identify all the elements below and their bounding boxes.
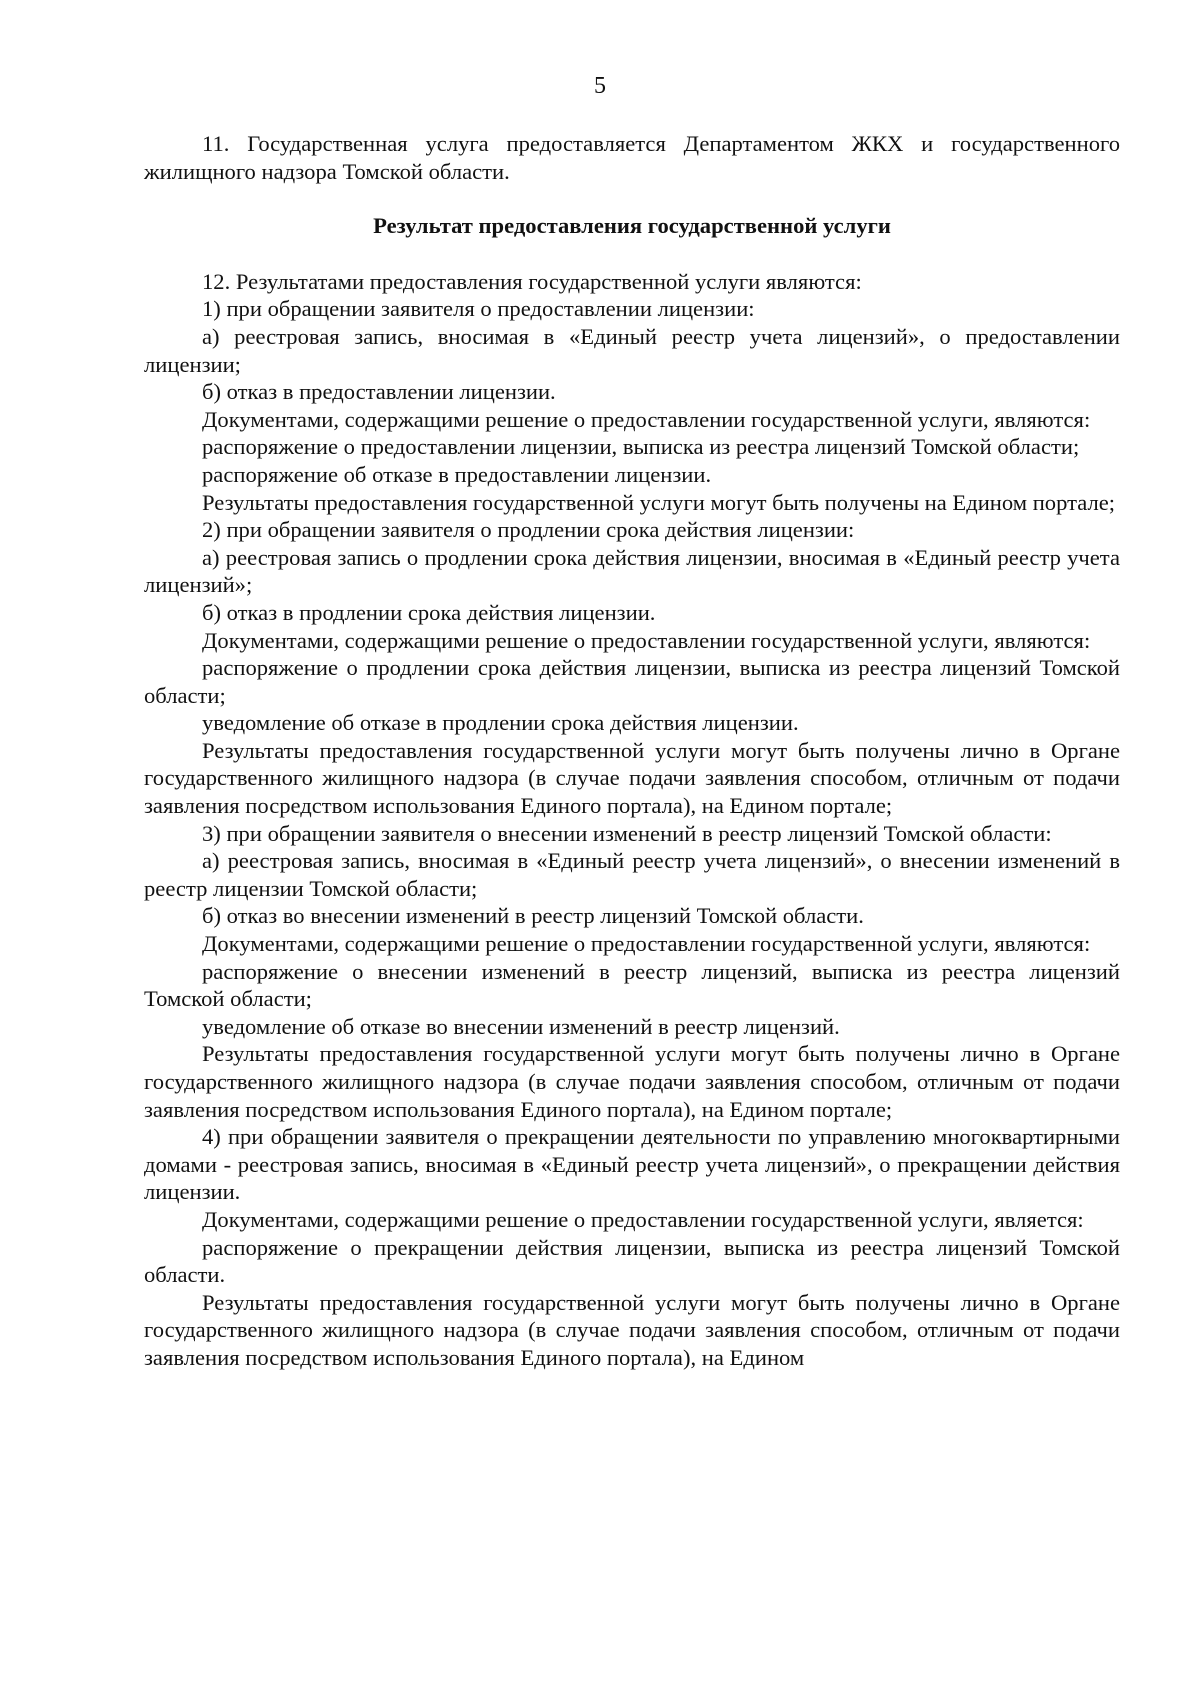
paragraph: распоряжение о внесении изменений в реестр лицензий, выписка из реестра лицензий Томской области; <box>144 958 1120 1012</box>
paragraph: Документами, содержащими решение о предоставлении государственной услуги, являются: <box>202 931 1091 957</box>
paragraph: уведомление об отказе в продлении срока действия лицензии. <box>202 710 799 736</box>
paragraph: распоряжение об отказе в предоставлении лицензии. <box>202 461 712 487</box>
paragraph: 4) при обращении заявителя о прекращении деятельности по управлению многоквартирными домами - реестровая запись, вносимая в «Единый реестр учета лицензий», о прекращении действия лицензии. <box>144 1124 1120 1205</box>
paragraph: Результаты предоставления государственной услуги могут быть получены лично в Органе государственного жилищного надзора (в случае подачи заявления способом, отличным от подачи заявления посредством использования Единого портала), на Едином портале; <box>144 737 1120 819</box>
paragraph: распоряжение о продлении срока действия лицензии, выписка из реестра лицензий Томской области; <box>144 655 1120 708</box>
paragraph-11: 11. Государственная услуга предоставляется Департаментом ЖКХ и государственного жилищного надзора Томской области. <box>144 131 1120 184</box>
paragraph: б) отказ во внесении изменений в реестр лицензий Томской области. <box>202 903 864 929</box>
paragraph: Результаты предоставления государственной услуги могут быть получены лично в Органе государственного жилищного надзора (в случае подачи заявления способом, отличным от подачи заявления посредством использования Единого портала), на Едином портале; <box>144 1041 1120 1122</box>
paragraph: Документами, содержащими решение о предоставлении государственной услуги, являются: <box>202 627 1091 653</box>
paragraph: уведомление об отказе во внесении изменений в реестр лицензий. <box>202 1013 840 1039</box>
paragraph: Результаты предоставления государственной услуги могут быть получены на Едином портале; <box>202 489 1116 515</box>
paragraph: Результаты предоставления государственной услуги могут быть получены лично в Органе государственного жилищного надзора (в случае подачи заявления способом, отличным от подачи заявления посредством использования Единого портала), на Едином <box>144 1289 1120 1370</box>
paragraph: распоряжение о предоставлении лицензии, выписка из реестра лицензий Томской области; <box>202 434 1080 460</box>
paragraph: а) реестровая запись, вносимая в «Единый реестр учета лицензий», о предоставлении лицензии; <box>144 323 1120 377</box>
paragraph: распоряжение о прекращении действия лицензии, выписка из реестра лицензий Томской области. <box>144 1234 1120 1288</box>
section-heading: Результат предоставления государственной услуги <box>373 213 891 239</box>
paragraph: а) реестровая запись о продлении срока действия лицензии, вносимая в «Единый реестр учета лицензий»; <box>144 544 1120 598</box>
paragraph: Документами, содержащими решение о предоставлении государственной услуги, является: <box>202 1206 1084 1232</box>
paragraph: б) отказ в продлении срока действия лицензии. <box>202 599 656 625</box>
paragraph: 12. Результатами предоставления государственной услуги являются: <box>202 268 862 294</box>
paragraph: 2) при обращении заявителя о продлении срока действия лицензии: <box>202 517 855 543</box>
paragraph: 1) при обращении заявителя о предоставлении лицензии: <box>202 296 755 322</box>
paragraph: 3) при обращении заявителя о внесении изменений в реестр лицензий Томской области: <box>202 820 1052 846</box>
paragraph: а) реестровая запись, вносимая в «Единый реестр учета лицензий», о внесении изменений в реестр лицензии Томской области; <box>144 848 1120 901</box>
paragraph: б) отказ в предоставлении лицензии. <box>202 379 556 405</box>
document-body <box>144 130 1120 1372</box>
paragraph: Документами, содержащими решение о предоставлении государственной услуги, являются: <box>202 406 1091 432</box>
page-number: 5 <box>594 73 606 99</box>
